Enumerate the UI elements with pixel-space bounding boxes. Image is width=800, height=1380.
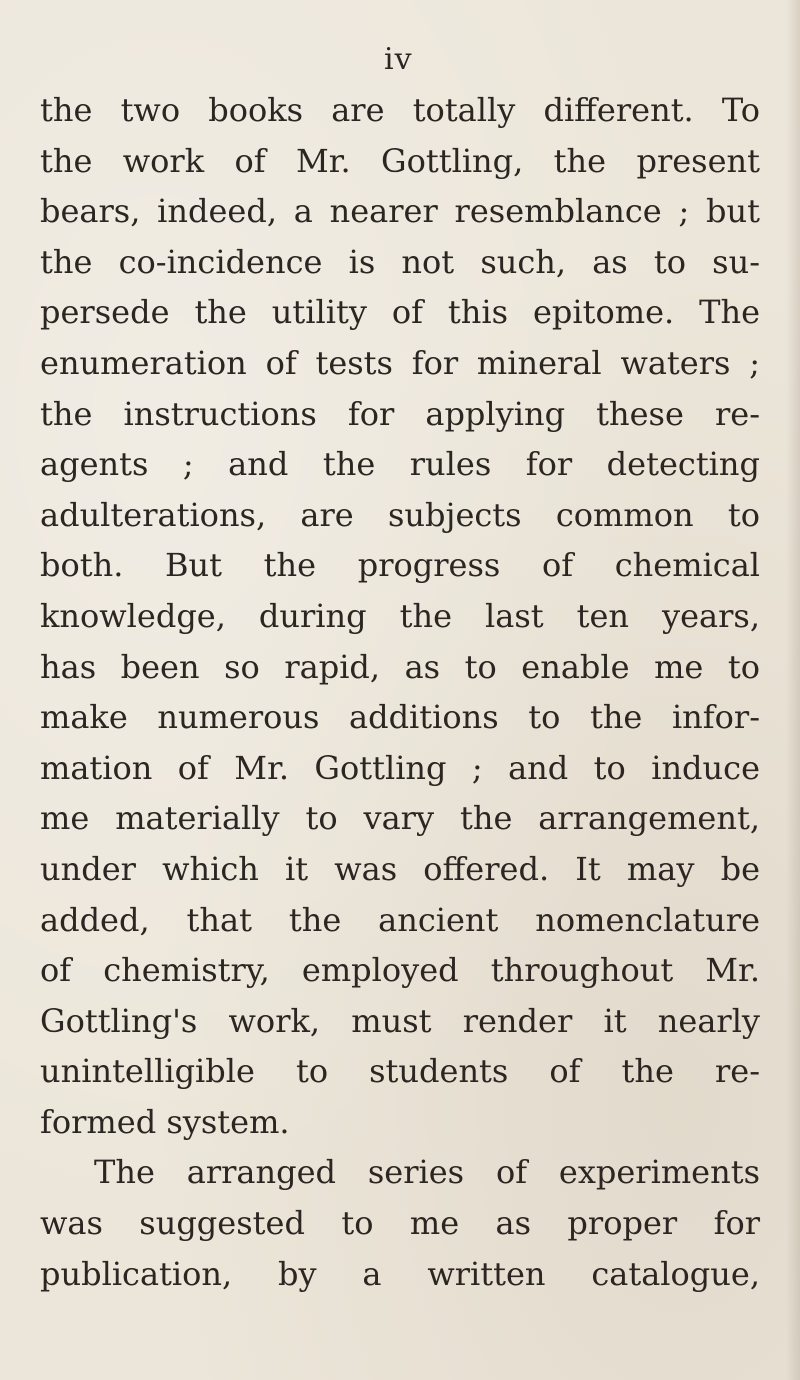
text-line: both. But the progress of chemical	[40, 546, 760, 585]
page-number: iv	[384, 42, 413, 77]
text-line: was suggested to me as proper for	[40, 1204, 760, 1243]
text-line: has been so rapid, as to enable me to	[40, 647, 760, 686]
text-line: agents ; and the rules for detecting	[40, 445, 760, 484]
text-line: make numerous additions to the infor-	[40, 698, 760, 737]
text-line: mation of Mr. Gottling ; and to induce	[40, 748, 760, 787]
page-edge-shadow	[786, 0, 800, 1380]
paragraph-start-line: The arranged series of experiments	[94, 1153, 760, 1192]
text-line: me materially to vary the arrangement,	[40, 799, 760, 838]
text-line: bears, indeed, a nearer resemblance ; but	[40, 192, 760, 231]
text-line: the two books are totally different. To	[40, 91, 760, 129]
text-line: unintelligible to students of the re-	[40, 1052, 760, 1091]
text-line: the instructions for applying these re-	[40, 394, 760, 433]
text-line: adulterations, are subjects common to	[40, 495, 760, 534]
text-line: the work of Mr. Gottling, the present	[40, 141, 760, 180]
text-line: under which it was offered. It may be	[40, 849, 760, 888]
text-line: enumeration of tests for mineral waters ;	[40, 343, 760, 382]
text-line: persede the utility of this epitome. The	[40, 293, 760, 332]
text-line: publication, by a written catalogue,	[40, 1254, 760, 1293]
text-line: knowledge, during the last ten years,	[40, 596, 760, 635]
body-text	[40, 85, 760, 1299]
paragraph-end-line: formed system.	[40, 1102, 290, 1141]
text-line: the co-incidence is not such, as to su-	[40, 242, 760, 281]
text-line: added, that the ancient nomenclature	[40, 900, 760, 939]
text-line: Gottling's work, must render it nearly	[40, 1001, 760, 1040]
text-line: of chemistry, employed throughout Mr.	[40, 951, 760, 990]
